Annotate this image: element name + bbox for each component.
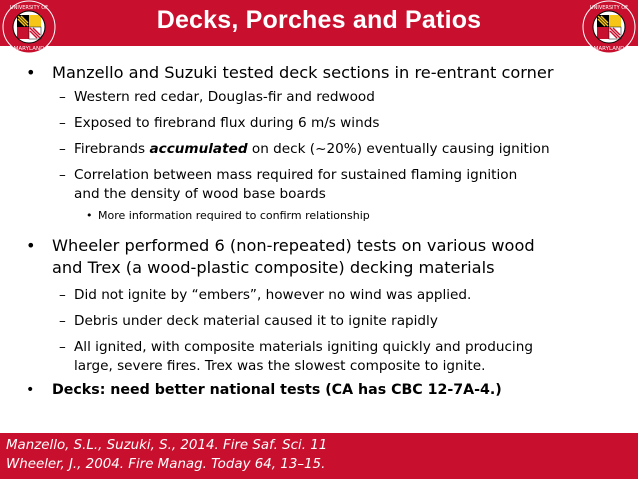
dash-marker: – bbox=[59, 287, 66, 303]
bullet-marker: • bbox=[26, 236, 36, 255]
bullet-text: Manzello and Suzuki tested deck sections in re-entrant corner bbox=[52, 63, 554, 82]
sub-sub-bullet-text: More information required to confirm relationship bbox=[98, 209, 370, 222]
sub-bullet-text: Exposed to firebrand flux during 6 m/s winds bbox=[74, 115, 380, 131]
sub-bullet-text: Debris under deck material caused it to ignite rapidly bbox=[74, 313, 438, 329]
sub-bullet-embers bbox=[26, 286, 626, 305]
sub-bullet-text: Did not ignite by “embers”, however no wind was applied. bbox=[74, 287, 472, 303]
reference-manzello: Manzello, S.L., Suzuki, S., 2014. Fire Saf. Sci. 11 bbox=[6, 438, 328, 453]
bullet-text: Decks: need better national tests (CA has CBC 12-7A-4.) bbox=[52, 382, 502, 398]
sub-bullet-text-line1: All ignited, with composite materials igniting quickly and producing bbox=[74, 339, 533, 355]
dash-marker: – bbox=[59, 115, 66, 131]
bullet-text-line2: and Trex (a wood-plastic composite) decking materials bbox=[52, 258, 495, 277]
sub-bullet-wood-species bbox=[26, 88, 626, 107]
sub-bullet-firebrand-flux bbox=[26, 114, 626, 133]
dash-marker: – bbox=[59, 167, 66, 183]
university-seal-right-icon bbox=[582, 0, 636, 54]
sub-bullet-debris bbox=[26, 312, 626, 331]
sub-bullet-text-line2: and the density of wood base boards bbox=[74, 186, 326, 202]
bullet-decks-tests bbox=[26, 381, 626, 400]
bullet-wheeler bbox=[26, 235, 626, 279]
sub-bullet-text-post: on deck (~20%) eventually causing ignition bbox=[247, 141, 550, 157]
footer-references bbox=[0, 433, 638, 479]
university-seal-left-icon bbox=[2, 0, 56, 54]
dash-marker: – bbox=[59, 141, 66, 157]
sub-bullet-text-line1: Correlation between mass required for sustained flaming ignition bbox=[74, 167, 518, 183]
svg-text:UNIVERSITY OF: UNIVERSITY OF bbox=[589, 5, 629, 11]
slide-title: Decks, Porches and Patios bbox=[156, 6, 482, 34]
svg-text:UNIVERSITY OF: UNIVERSITY OF bbox=[9, 5, 49, 11]
dash-marker: – bbox=[59, 339, 66, 355]
bullet-manzello-suzuki bbox=[26, 62, 626, 84]
sub-sub-bullet-more-info bbox=[26, 208, 626, 223]
sub-bullet-text: Western red cedar, Douglas-fir and redwood bbox=[74, 89, 375, 105]
sub-bullet-text-pre: Firebrands bbox=[74, 141, 150, 157]
svg-text:MARYLAND: MARYLAND bbox=[13, 46, 45, 52]
dash-marker: – bbox=[59, 313, 66, 329]
emphasis-accumulated: accumulated bbox=[149, 141, 248, 157]
slide-content bbox=[26, 62, 626, 407]
bullet-text-line1: Wheeler performed 6 (non-repeated) tests on various wood bbox=[52, 236, 535, 255]
svg-text:MARYLAND: MARYLAND bbox=[593, 46, 625, 52]
dash-marker: – bbox=[59, 89, 66, 105]
title-bar bbox=[0, 0, 638, 46]
sub-bullet-firebrands-accumulated bbox=[26, 140, 626, 159]
reference-wheeler: Wheeler, J., 2004. Fire Manag. Today 64, 13–15. bbox=[6, 457, 326, 472]
sub-bullet-all-ignited bbox=[26, 338, 626, 376]
bullet-marker: • bbox=[86, 209, 93, 222]
sub-bullet-correlation bbox=[26, 166, 626, 204]
sub-bullet-text-line2: large, severe fires. Trex was the slowest composite to ignite. bbox=[74, 358, 486, 374]
bullet-marker: • bbox=[26, 382, 35, 398]
bullet-marker: • bbox=[26, 63, 36, 82]
